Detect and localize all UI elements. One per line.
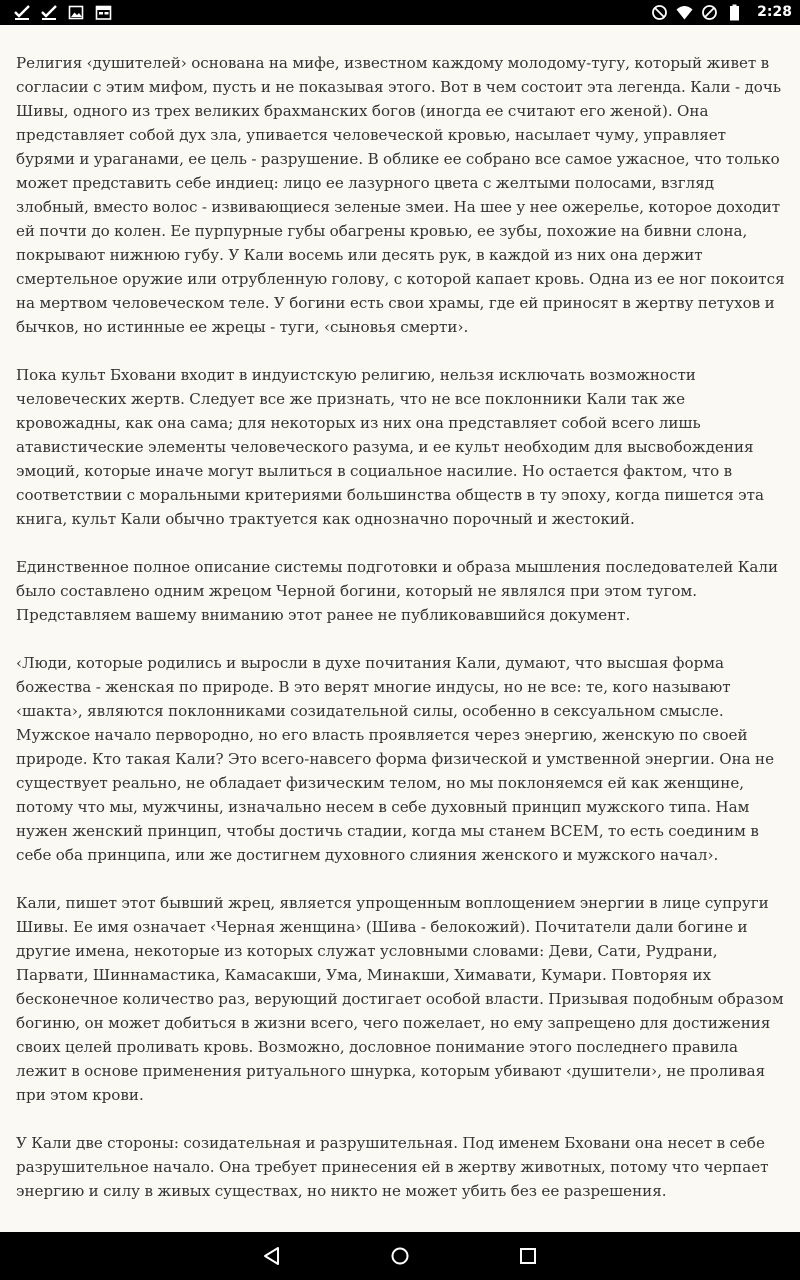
navigation-bar [0,1232,800,1280]
reader-page[interactable] [0,25,800,1232]
book-text [16,51,786,1275]
check-icon [41,4,58,21]
back-icon[interactable] [260,1244,284,1268]
paragraph: Пока культ Бховани входит в индуистскую религию, нельзя исключать возможности человеческих жертв. Следует все же признать, что не все поклонники Кали так же кровожадны, как она сама; для некоторых из них она представляет собой всего лишь атавистические элементы человеческого разума, и ее культ необходим для высвобождения эмоций, которые иначе могут вылиться в социальное насилие. Но остается фактом, что в соответствии с моральными критериями большинства обществ в ту эпоху, когда пишется эта книга, культ Кали обычно трактуется как однозначно порочный и жестокий. [16,366,764,528]
paragraph: Единственное полное описание системы подготовки и образа мышления последователей Кали было составлено одним жрецом Черной богини, который не являлся при этом тугом. Представляем вашему вниманию этот ранее не публиковавшийся документ. [16,558,779,624]
recent-apps-icon[interactable] [516,1244,540,1268]
check-icon [14,4,31,21]
notification-icons [14,4,112,21]
home-icon[interactable] [388,1244,412,1268]
system-icons [651,3,792,22]
image-icon [68,4,85,21]
status-bar [0,0,800,25]
paragraph: Религия ‹душителей› основана на мифе, известном каждому молодому-тугу, который живет в согласии с этим мифом, пусть и не показывая этого. Вот в чем состоит эта легенда. Кали - дочь Шивы, одного из трех великих брахманских богов (иногда ее считают его женой). Она представляет собой дух зла, упивается человеческой кровью, насылает чуму, управляет бурями и ураганами, ее цель - разрушение. В облике ее собрано все самое ужасное, что только может представить себе индиец: лицо ее лазурного цвета с желтыми полосами, взгляд злобный, вместо волос - извивающиеся зеленые змеи. На шее у нее ожерелье, которое доходит ей почти до колен. Ее пурпурные губы обагрены кровью, ее зубы, похожие на бивни слона, покрывают нижнюю губу. У Кали восемь или десять рук, в каждой из них она держит смертельное оружие или отрубленную голову, с которой капает кровь. Одна из ее ног покоится на мертвом человеческом теле. У богини есть свои храмы, где ей приносят в жертву петухов и бычков, но истинные ее жрецы - туги, ‹сыновья смерти›. [16,54,785,336]
battery-icon [726,4,743,21]
paragraph: У Кали две стороны: созидательная и разрушительная. Под именем Бховани она несет в себе разрушительное начало. Она требует принесения ей в жертву животных, потому что черпает энергию и силу в живых существах, но никто не может убить без ее разрешения. [16,1134,769,1200]
no-sim-icon [701,4,718,21]
calendar-icon [95,4,112,21]
wifi-icon [676,4,693,21]
paragraph: ‹Люди, которые родились и выросли в духе почитания Кали, думают, что высшая форма божества - женская по природе. В это верят многие индусы, но не все: те, кого называют ‹шакта›, являются поклонниками созидательной силы, особенно в сексуальном смысле. Мужское начало первородно, но его власть проявляется через энергию, женскую по своей природе. Кто такая Кали? Это всего-навсего форма физической и умственной энергии. Она не существует реально, не обладает физическим телом, но мы поклоняемся ей как женщине, потому что мы, мужчины, изначально несем в себе духовный принцип мужского типа. Нам нужен женский принцип, чтобы достичь стадии, когда мы станем ВСЕМ, то есть соединим в себе оба принципа, или же достигнем духовного слияния женского и мужского начал›. [16,654,775,864]
status-time: 2:28 [757,4,792,20]
do-not-disturb-icon [651,4,668,21]
paragraph: Кали, пишет этот бывший жрец, является упрощенным воплощением энергии в лице супруги Шивы. Ее имя означает ‹Черная женщина› (Шива - белокожий). Почитатели дали богине и другие имена, некоторые из которых служат условными словами: Деви, Сати, Рудрани, Парвати, Шиннамастика, Камасакши, Ума, Минакши, Химавати, Кумари. Повторяя их бесконечное количество раз, верующий достигает особой власти. Призывая подобным образом богиню, он может добиться в жизни всего, чего пожелает, но ему запрещено для достижения своих целей проливать кровь. Возможно, дословное понимание этого последнего правила лежит в основе применения ритуального шнурка, которым убивают ‹душители›, не проливая при этом крови. [16,894,784,1104]
